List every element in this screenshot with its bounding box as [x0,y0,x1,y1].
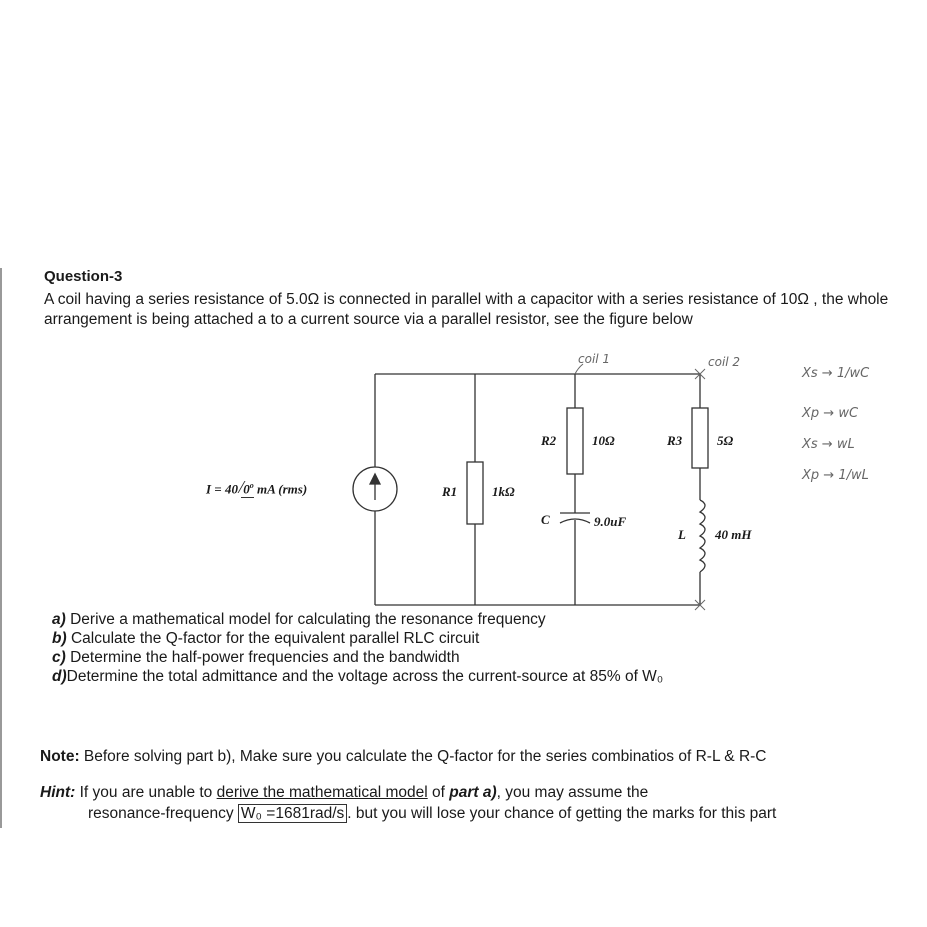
r3-value: 5Ω [717,433,734,448]
part-a: a) Derive a mathematical model for calculating the resonance frequency [52,611,546,628]
note-label: Note: [40,748,80,765]
question-body: A coil having a series resistance of 5.0Ω is connected in parallel with a capacitor with a series resistance of 10Ω , the whole arrangement is being attached a to a current source via a parallel resistor, see the figure below [44,291,889,328]
r1-value: 1kΩ [492,484,515,499]
handnote-xs-c: Xs → 1/wC [802,366,870,381]
part-b: b) Calculate the Q-factor for the equivalent parallel RLC circuit [52,630,480,647]
l-label: L [678,527,686,542]
part-d: d)Determine the total admittance and the voltage across the current-source at 85% of W₀ [52,668,664,685]
coil2-handnote: coil 2 [708,355,741,369]
note: Note: Before solving part b), Make sure you calculate the Q-factor for the series combinatios of R-L & R-C [40,748,767,765]
source-label: I = 40 0$^o$ mA (rms) [206,481,308,497]
coil1-handnote: coil 1 [578,352,611,366]
c-label: C [541,512,550,527]
hint-label: Hint: [40,784,76,801]
hint: Hint: If you are unable to derive the mathematical model of part a), you may assume the [40,784,649,801]
r3-label: R3 [667,433,683,448]
part-c: c) Determine the half-power frequencies and the bandwidth [52,649,460,666]
question-parts [52,610,663,686]
question-title: Question-3 [44,268,123,285]
r1-label: R1 [442,484,458,499]
hint-line2: resonance-frequency W₀ =1681rad/s . but you will lose your chance of getting the marks for this part [88,805,777,822]
r2-label: R2 [541,433,557,448]
handnote-xs-l: Xs → wL [802,437,855,452]
handnote-xp-c: Xp → wC [802,406,859,421]
c-value: 9.0uF [594,514,627,529]
resonance-frequency-value: W₀ =1681rad/s [238,804,347,823]
l-value: 40 mH [715,527,752,542]
handnote-xp-l: Xp → 1/wL [802,468,869,483]
r2-value: 10Ω [592,433,615,448]
